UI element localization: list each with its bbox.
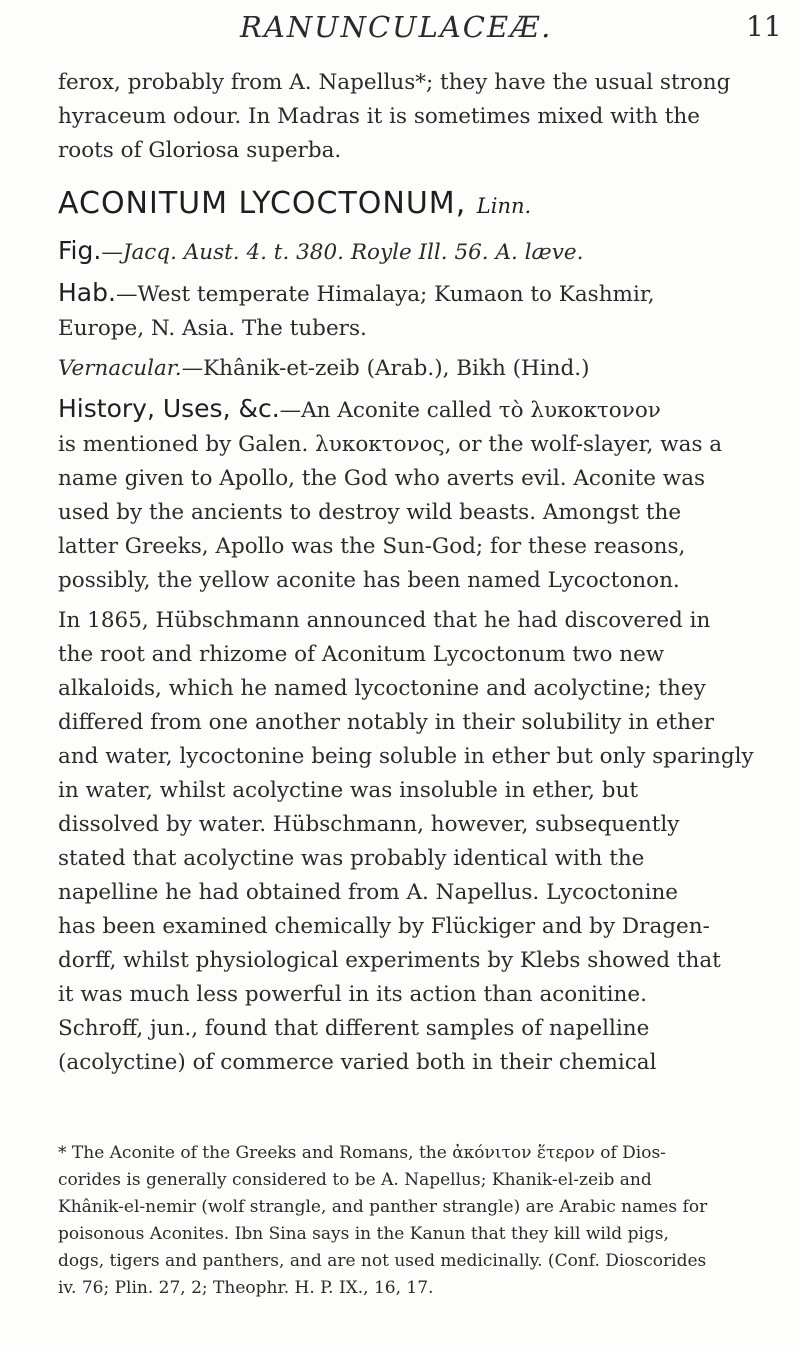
history-line: name given to Apollo, the God who averts evil. Aconite was xyxy=(58,466,706,491)
vernacular-text: —Khânik-et-zeib (Arab.), Bikh (Hind.) xyxy=(181,356,590,381)
history-line: possibly, the yellow aconite has been named Lycoctonon. xyxy=(58,568,680,593)
habitat xyxy=(58,276,786,346)
figure-reference xyxy=(58,234,786,270)
intro-line: hyraceum odour. In Madras it is sometimes mixed with the xyxy=(58,104,700,129)
para2-line: dorff, whilst physiological experiments by Klebs showed that xyxy=(58,948,721,973)
para2-line: the root and rhizome of Aconitum Lycoctonum two new xyxy=(58,642,665,667)
history-line: used by the ancients to destroy wild beasts. Amongst the xyxy=(58,500,682,525)
para2-line: In 1865, Hübschmann announced that he had discovered in xyxy=(58,608,711,633)
hab-text: —West temperate Himalaya; Kumaon to Kashmir, xyxy=(115,282,655,307)
main-text xyxy=(58,66,786,1080)
para2-line: (acolyctine) of commerce varied both in their chemical xyxy=(58,1050,657,1075)
page-number: 11 xyxy=(746,10,782,43)
species-author: Linn. xyxy=(476,194,532,218)
para2-line: has been examined chemically by Flückiger and by Dragen- xyxy=(58,914,710,939)
footnote-line: Khânik-el-nemir (wolf strangle, and panther strangle) are Arabic names for xyxy=(58,1197,708,1217)
para2-line: napelline he had obtained from A. Napellus. Lycoctonine xyxy=(58,880,679,905)
vernacular xyxy=(58,352,786,386)
para2-line: it was much less powerful in its action than aconitine. xyxy=(58,982,647,1007)
fig-text: —Jacq. Aust. 4. t. 380. Royle Ill. 56. A. læve. xyxy=(101,240,584,265)
para2-line: alkaloids, which he named lycoctonine and acolyctine; they xyxy=(58,676,706,701)
para2-line: in water, whilst acolyctine was insoluble in ether, but xyxy=(58,778,639,803)
intro-paragraph xyxy=(58,66,786,168)
species-name: ACONITUM LYCOCTONUM, xyxy=(58,186,467,221)
hab-text-2: Europe, N. Asia. The tubers. xyxy=(58,316,367,341)
history-line: latter Greeks, Apollo was the Sun-God; for these reasons, xyxy=(58,534,686,559)
running-head xyxy=(0,6,800,66)
footnote-line: dogs, tigers and panthers, and are not used medicinally. (Conf. Dioscorides xyxy=(58,1251,707,1271)
vernacular-label: Vernacular. xyxy=(58,356,182,381)
footnote-line: * The Aconite of the Greeks and Romans, the ἀκόνιτον ἕτερον of Dios- xyxy=(58,1143,666,1163)
history-line: —An Aconite called τὸ λυκοκτονον xyxy=(279,398,661,423)
para2-line: differed from one another notably in their solubility in ether xyxy=(58,710,715,735)
fig-label: Fig. xyxy=(58,236,102,265)
running-head-title: RANUNCULACEÆ. xyxy=(240,10,553,44)
para2-line: stated that acolyctine was probably identical with the xyxy=(58,846,645,871)
hubschmann-paragraph xyxy=(58,604,786,1080)
footnote-line: corides is generally considered to be A. Napellus; Khanik-el-zeib and xyxy=(58,1170,652,1190)
footnote xyxy=(58,1140,784,1302)
para2-line: dissolved by water. Hübschmann, however, subsequently xyxy=(58,812,680,837)
history-label: History, Uses, &c. xyxy=(58,394,280,423)
history-line: is mentioned by Galen. λυκοκτονος, or the wolf-slayer, was a xyxy=(58,432,723,457)
species-heading xyxy=(58,182,786,228)
para2-line: Schroff, jun., found that different samples of napelline xyxy=(58,1016,650,1041)
footnote-line: poisonous Aconites. Ibn Sina says in the Kanun that they kill wild pigs, xyxy=(58,1224,669,1244)
footnote-line: iv. 76; Plin. 27, 2; Theophr. H. P. IX., 16, 17. xyxy=(58,1278,434,1298)
history-paragraph xyxy=(58,392,786,598)
hab-label: Hab. xyxy=(58,278,116,307)
para2-line: and water, lycoctonine being soluble in ether but only sparingly xyxy=(58,744,754,769)
intro-line: ferox, probably from A. Napellus*; they have the usual strong xyxy=(58,70,731,95)
intro-line: roots of Gloriosa superba. xyxy=(58,138,342,163)
